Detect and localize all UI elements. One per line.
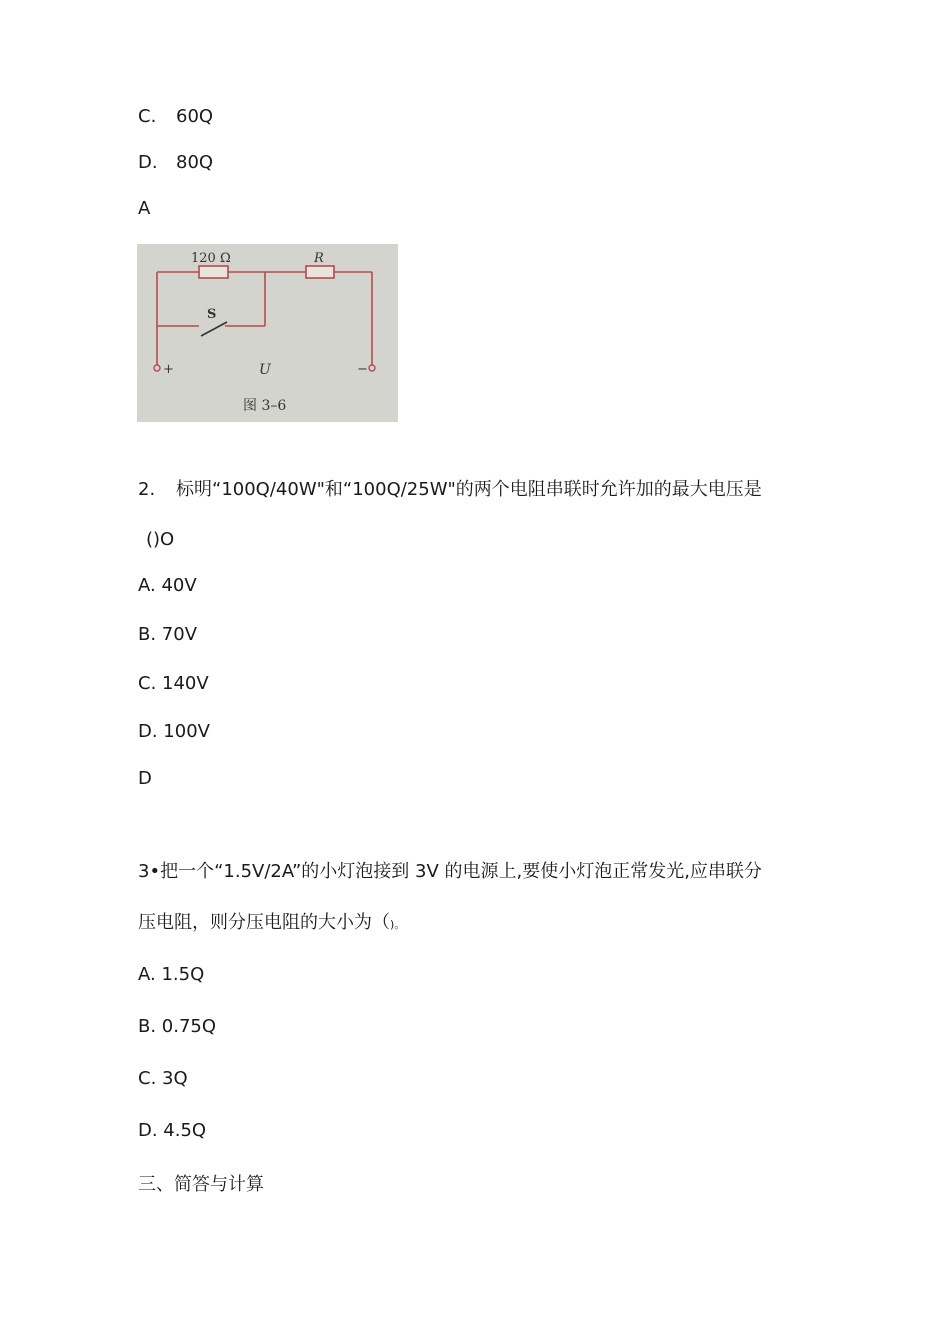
q1-option-c [138, 105, 213, 129]
q1-option-d-letter: D. [138, 152, 158, 173]
q3-stem-line1: 3•把一个“1.5V/2A”的小灯泡接到 3V 的电源上,要使小灯泡正常发光,应串联分 [138, 861, 762, 882]
q2-option-b: B. 70V [138, 624, 198, 645]
resistor-r [306, 266, 334, 278]
plus-label: + [163, 362, 174, 377]
minus-label: − [357, 362, 368, 377]
q3-option-c: C. 3Q [138, 1068, 188, 1089]
q3-stem-line2 [138, 911, 405, 937]
photo-background [137, 244, 398, 422]
q3-option-b: B. 0.75Q [138, 1016, 217, 1037]
circuit-figure [137, 244, 398, 422]
voltage-label: U [259, 362, 271, 378]
q3-option-a: A. 1.5Q [138, 964, 205, 985]
section-heading: 三、简答与计算 [138, 1174, 264, 1195]
q2-answer: D [138, 768, 152, 789]
q1-option-d-value: 80Q [176, 152, 214, 173]
q2-number: 2. [138, 479, 156, 500]
q2-text: 标明“100Q/40W"和“100Q/25W"的两个电阻串联时允许加的最大电压是 [176, 479, 762, 500]
q2-option-a: A. 40V [138, 575, 197, 596]
q1-option-c-value: 60Q [176, 106, 214, 127]
q1-answer: A [138, 198, 151, 219]
q1-option-d [138, 151, 213, 175]
resistor2-label: R [314, 251, 324, 266]
q3-option-d: D. 4.5Q [138, 1120, 207, 1141]
resistor1-label: 120 Ω [191, 251, 231, 266]
switch-label: S [207, 307, 217, 322]
q3-stem-line2-text: 压电阻，则分压电阻的大小为（ [138, 912, 390, 933]
figure-caption: 图 3–6 [243, 398, 287, 414]
q2-bracket: ()O [146, 529, 175, 550]
resistor-120-ohm [199, 266, 228, 278]
q2-option-c: C. 140V [138, 673, 209, 694]
q2-stem [138, 478, 762, 502]
circuit-diagram [137, 244, 398, 422]
q3-stem-line2-tail: )。 [390, 918, 406, 931]
q1-option-c-letter: C. [138, 106, 157, 127]
q2-option-d: D. 100V [138, 721, 210, 742]
